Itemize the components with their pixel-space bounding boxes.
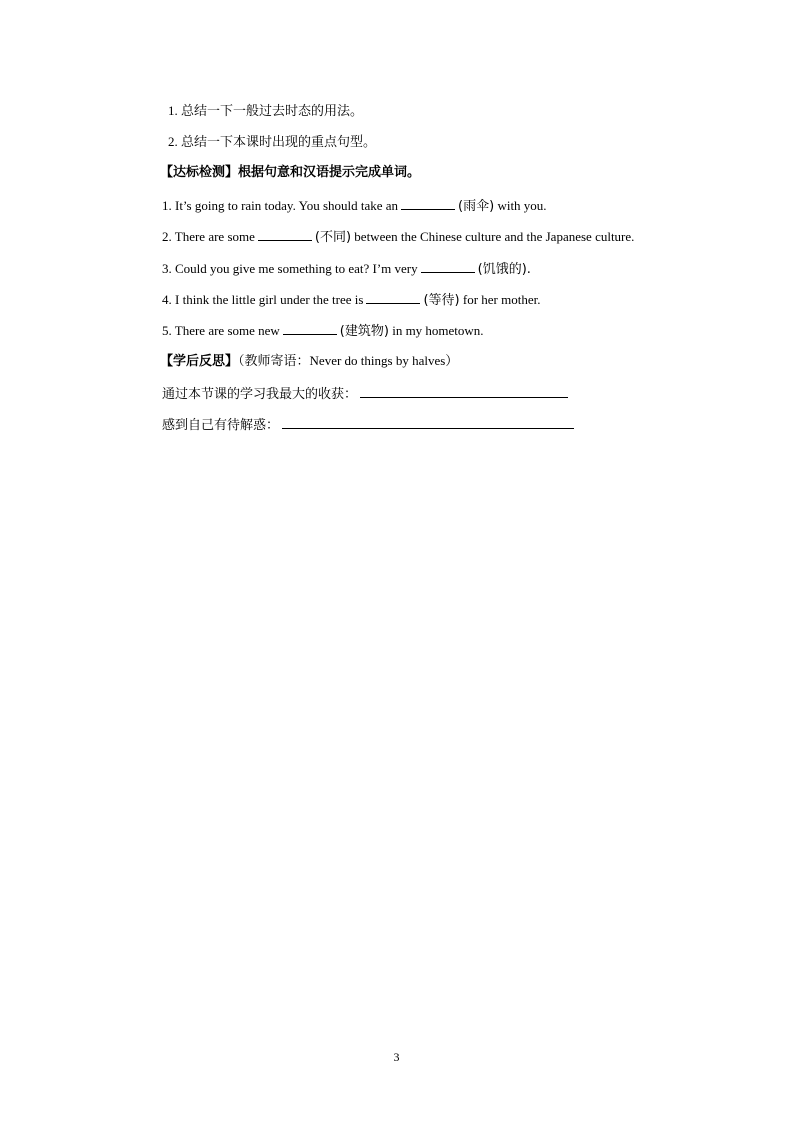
question-5-before: 5. There are some new bbox=[162, 323, 280, 338]
check-section-heading: 【达标检测】根据句意和汉语提示完成单词。 bbox=[160, 165, 421, 180]
question-5-hint: (建筑物) bbox=[339, 324, 389, 339]
question-5-after: in my hometown. bbox=[392, 323, 484, 338]
motto-open: （教师寄语： bbox=[238, 354, 310, 369]
summary-item-1-number: 1. bbox=[168, 103, 178, 118]
motto-text: Never do things by halves bbox=[309, 353, 446, 368]
question-4-hint: (等待) bbox=[423, 293, 460, 308]
question-4-after: for her mother. bbox=[462, 292, 541, 307]
question-2 bbox=[162, 227, 634, 247]
question-3 bbox=[162, 259, 531, 279]
gain-line bbox=[162, 384, 571, 404]
answer-blank-4[interactable] bbox=[366, 290, 420, 304]
question-2-before: 2. There are some bbox=[162, 229, 255, 244]
gain-answer-blank[interactable] bbox=[360, 384, 568, 398]
gain-label: 通过本节课的学习我最大的收获： bbox=[162, 387, 358, 402]
page-number: 3 bbox=[393, 1050, 400, 1064]
question-4 bbox=[162, 290, 540, 310]
answer-blank-3[interactable] bbox=[421, 259, 475, 273]
question-4-before: 4. I think the little girl under the tree is bbox=[162, 292, 364, 307]
summary-item-1-text: 总结一下一般过去时态的用法。 bbox=[181, 104, 364, 119]
summary-item-2-text: 总结一下本课时出现的重点句型。 bbox=[181, 135, 377, 150]
question-1-before: 1. It’s going to rain today. You should take an bbox=[162, 198, 399, 213]
doubt-line bbox=[162, 415, 577, 435]
question-5 bbox=[162, 321, 484, 341]
doubt-answer-blank[interactable] bbox=[282, 415, 574, 429]
reflection-heading-line bbox=[160, 352, 458, 371]
question-1-hint: (雨伞) bbox=[458, 199, 495, 214]
question-2-after: between the Chinese culture and the Japanese culture. bbox=[354, 229, 635, 244]
answer-blank-5[interactable] bbox=[283, 321, 337, 335]
motto-close: ） bbox=[445, 354, 459, 369]
answer-blank-1[interactable] bbox=[401, 196, 455, 210]
summary-item-2-number: 2. bbox=[168, 134, 178, 149]
summary-item-2 bbox=[168, 133, 376, 152]
reflection-heading: 【学后反思】 bbox=[160, 354, 239, 369]
summary-item-1 bbox=[168, 102, 363, 121]
question-1-after: with you. bbox=[497, 198, 547, 213]
doubt-label: 感到自己有待解惑： bbox=[162, 418, 280, 433]
question-3-hint: (饥饿的). bbox=[477, 262, 531, 277]
question-3-before: 3. Could you give me something to eat? I’m very bbox=[162, 261, 418, 276]
question-2-hint: (不同) bbox=[314, 230, 352, 245]
question-1 bbox=[162, 196, 547, 216]
answer-blank-2[interactable] bbox=[258, 227, 312, 241]
